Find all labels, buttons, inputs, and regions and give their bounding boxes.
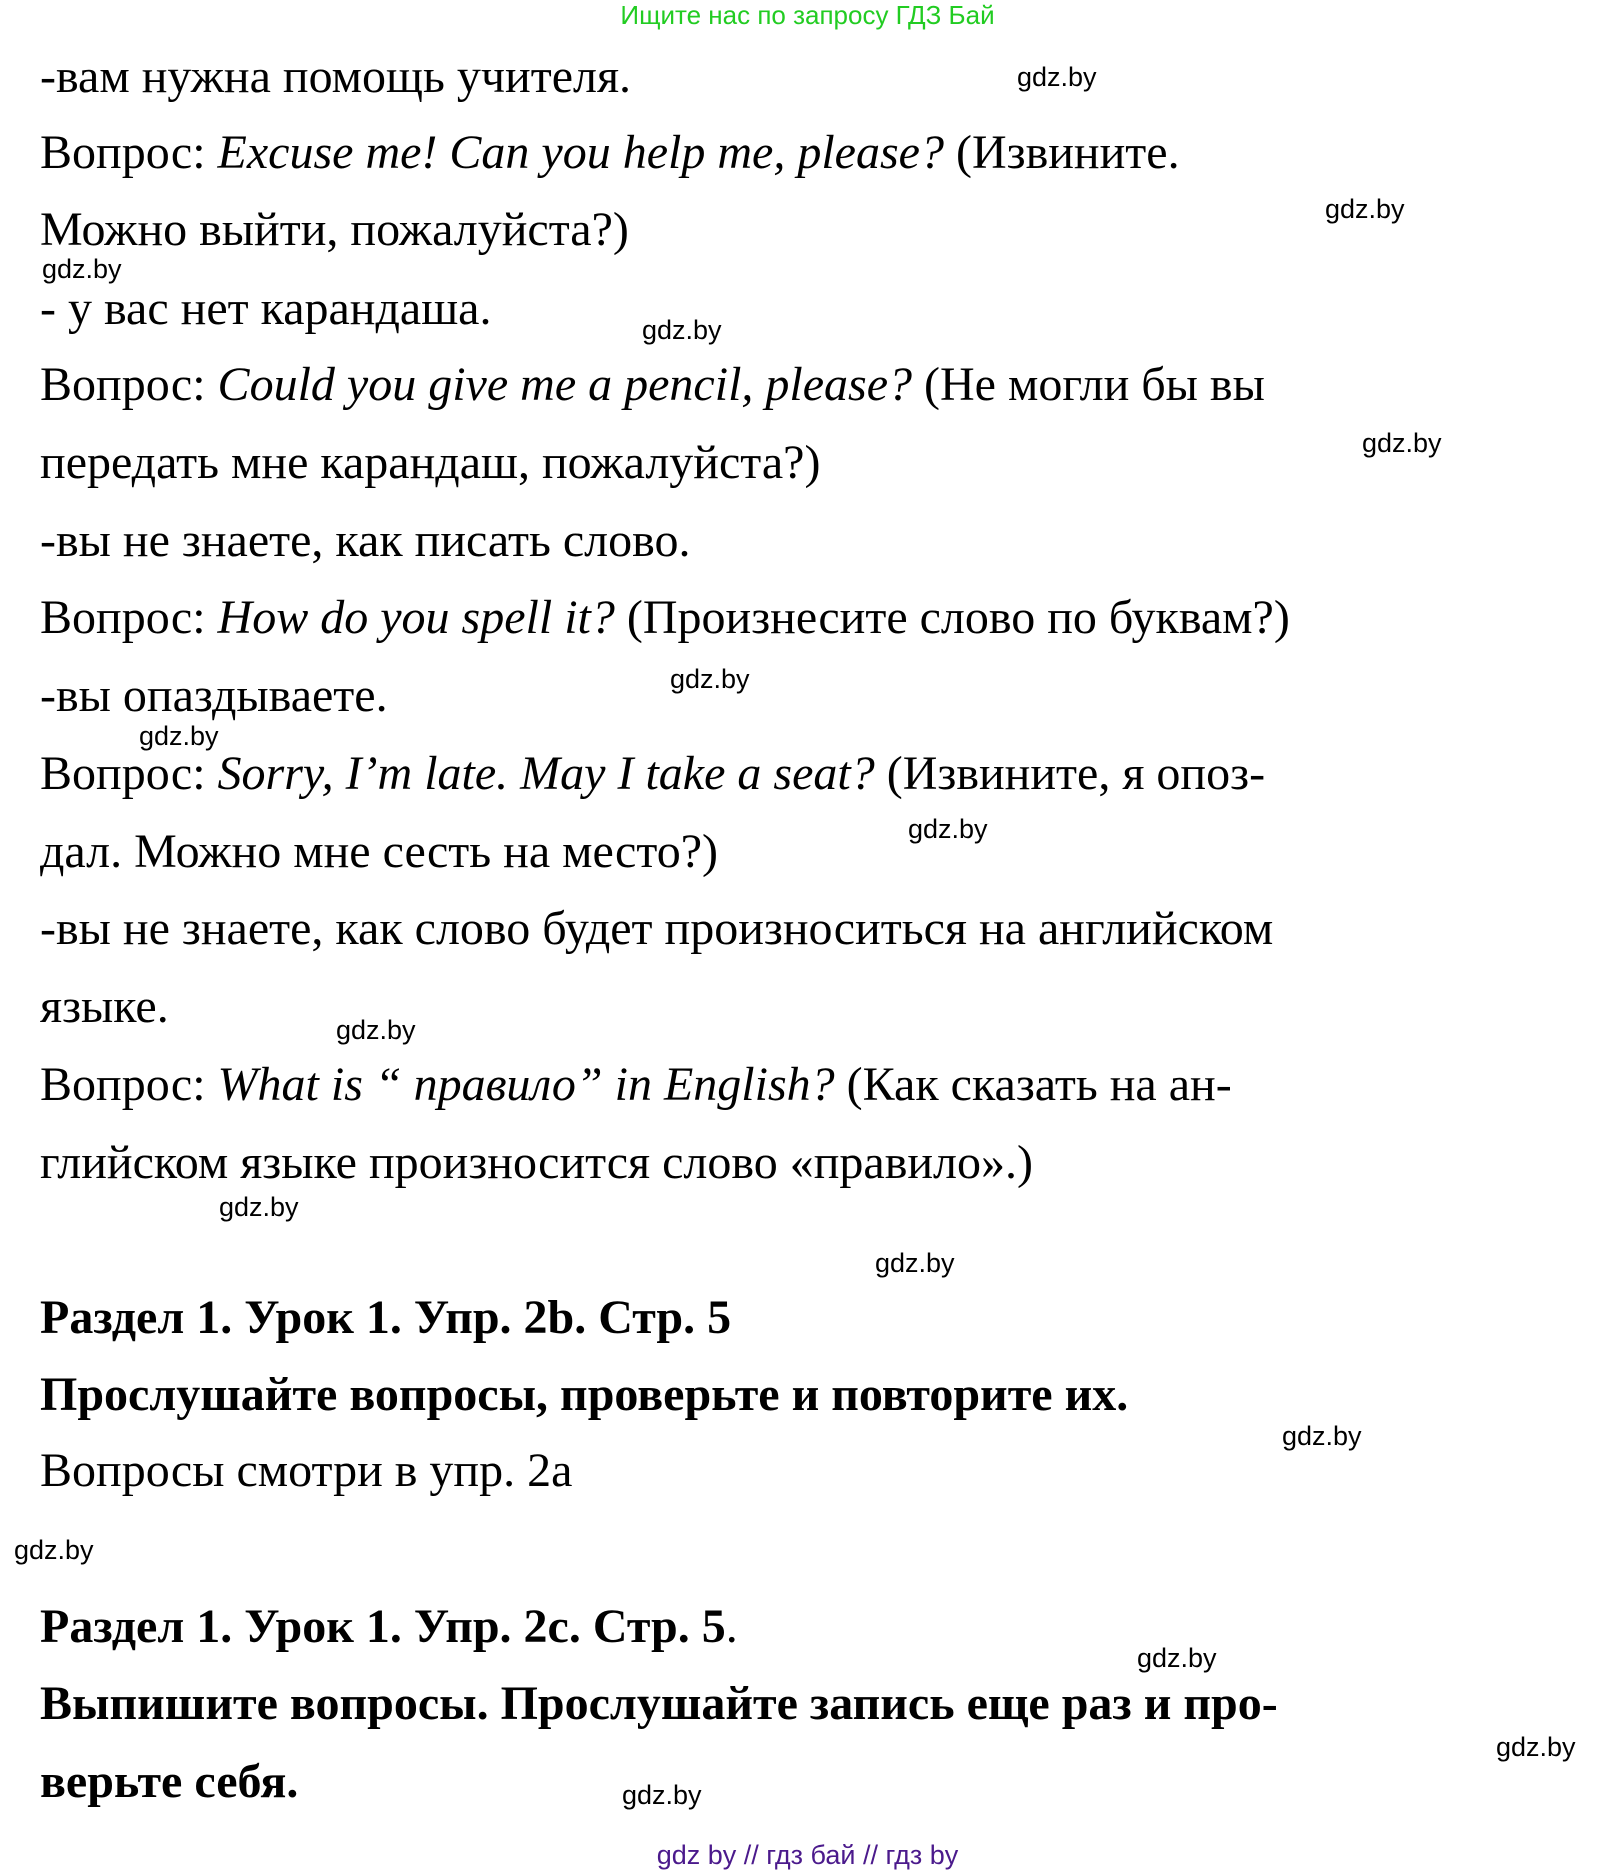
text-line bbox=[40, 813, 718, 891]
text-line bbox=[40, 424, 820, 502]
text-line bbox=[40, 346, 1265, 424]
english-question: Could you give me a pencil, please? bbox=[217, 358, 913, 411]
text-segment: . bbox=[725, 1600, 738, 1653]
heading-line bbox=[40, 1279, 731, 1357]
text-line bbox=[40, 968, 169, 1046]
text-segment: Раздел 1. Урок 1. Упр. 2b. Стр. 5 bbox=[40, 1291, 732, 1344]
watermark: gdz.by bbox=[875, 1248, 955, 1278]
text-segment: Раздел 1. Урок 1. Упр. 2c. Стр. 5 bbox=[40, 1600, 726, 1653]
heading-line bbox=[40, 1665, 1278, 1743]
text-segment: Выпишите вопросы. Прослушайте запись еще раз и про- bbox=[40, 1677, 1278, 1730]
watermark: gdz.by bbox=[642, 315, 722, 345]
text-line bbox=[40, 1046, 1232, 1124]
text-segment: передать мне карандаш, пожалуйста?) bbox=[40, 436, 821, 489]
watermark: gdz.by bbox=[1362, 428, 1442, 458]
text-segment: -вы не знаете, как слово будет произноситься на английском bbox=[40, 902, 1274, 955]
text-segment: Вопросы смотри в упр. 2а bbox=[40, 1444, 573, 1497]
watermark: gdz.by bbox=[42, 254, 122, 284]
text-line bbox=[40, 579, 1290, 657]
text-segment: верьте себя. bbox=[40, 1755, 299, 1808]
text-line bbox=[40, 38, 631, 116]
text-line bbox=[40, 1432, 572, 1510]
text-segment: (Извините, я опоз- bbox=[874, 747, 1266, 800]
text-segment: глийском языке произносится слово «правило».) bbox=[40, 1136, 1033, 1189]
english-question: What is “ правило” in English? bbox=[217, 1058, 835, 1111]
text-line bbox=[40, 114, 1180, 192]
watermark: gdz.by bbox=[1496, 1732, 1576, 1762]
text-line bbox=[40, 890, 1273, 968]
text-segment: Вопрос: bbox=[40, 591, 218, 644]
text-line bbox=[40, 502, 690, 580]
text-segment: -вы не знаете, как писать слово. bbox=[40, 514, 691, 567]
text-segment: Прослушайте вопросы, проверьте и повторите их. bbox=[40, 1368, 1129, 1421]
text-segment: (Извините. bbox=[943, 126, 1180, 179]
footer-links: gdz by // гдз бай // гдз by bbox=[656, 1840, 959, 1870]
watermark: gdz.by bbox=[139, 721, 219, 751]
english-question: Sorry, I’m late. May I take a seat? bbox=[217, 747, 875, 800]
english-question: How do you spell it? bbox=[217, 591, 615, 644]
watermark: gdz.by bbox=[1137, 1643, 1217, 1673]
text-segment: Вопрос: bbox=[40, 358, 218, 411]
watermark: gdz.by bbox=[908, 814, 988, 844]
text-line bbox=[40, 735, 1265, 813]
text-segment: дал. Можно мне сесть на место?) bbox=[40, 825, 718, 878]
search-hint-header: Ищите нас по запросу ГДЗ Бай bbox=[620, 0, 995, 30]
text-segment: -вы опаздываете. bbox=[40, 669, 388, 722]
text-segment: Вопрос: bbox=[40, 126, 218, 179]
text-segment: Вопрос: bbox=[40, 747, 218, 800]
text-segment: Можно выйти, пожалуйста?) bbox=[40, 203, 629, 256]
watermark: gdz.by bbox=[622, 1780, 702, 1810]
text-segment: языке. bbox=[40, 980, 169, 1033]
watermark: gdz.by bbox=[1282, 1421, 1362, 1451]
text-segment: (Не могли бы вы bbox=[912, 358, 1265, 411]
text-line bbox=[40, 1124, 1033, 1202]
heading-line bbox=[40, 1356, 1128, 1434]
watermark: gdz.by bbox=[336, 1015, 416, 1045]
text-segment: (Как сказать на ан- bbox=[834, 1058, 1232, 1111]
text-segment: -вам нужна помощь учителя. bbox=[40, 50, 632, 103]
watermark: gdz.by bbox=[670, 664, 750, 694]
watermark: gdz.by bbox=[219, 1192, 299, 1222]
text-line bbox=[40, 191, 629, 269]
text-segment: (Произнесите слово по буквам?) bbox=[614, 591, 1290, 644]
watermark: gdz.by bbox=[1325, 194, 1405, 224]
text-segment: - у вас нет карандаша. bbox=[40, 282, 492, 335]
text-segment: Вопрос: bbox=[40, 1058, 218, 1111]
english-question: Excuse me! Can you help me, please? bbox=[217, 126, 944, 179]
heading-line bbox=[40, 1588, 738, 1666]
watermark: gdz.by bbox=[14, 1535, 94, 1565]
heading-line bbox=[40, 1743, 298, 1821]
watermark: gdz.by bbox=[1017, 62, 1097, 92]
